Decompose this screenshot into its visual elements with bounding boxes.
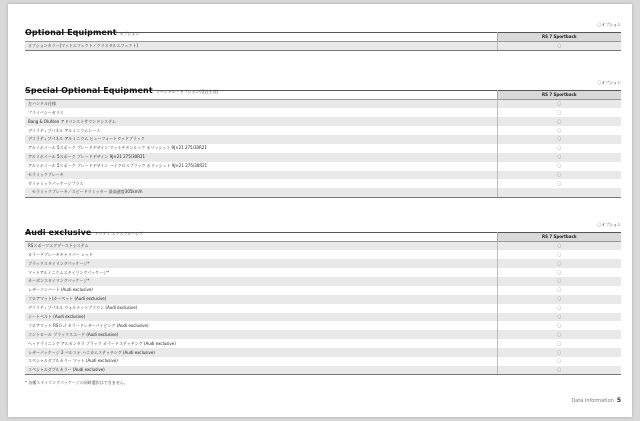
table-row	[25, 304, 621, 313]
table-row	[25, 339, 621, 348]
model-header: RS 7 Sportback	[497, 91, 621, 100]
option-availability: 〇	[497, 41, 621, 50]
table-row	[25, 286, 621, 295]
option-availability: 〇	[497, 117, 621, 126]
option-name: 左ハンドル仕様	[25, 99, 497, 108]
option-name: マットアルミニウムスタイリングパッケージ*	[25, 268, 497, 277]
option-name: RSスポーツエグゾーストシステム	[25, 241, 497, 250]
section-audi-exclusive	[25, 220, 621, 375]
legend-label: 〇オプション	[597, 22, 621, 27]
table-row	[25, 117, 621, 126]
option-name: プライバシーガラス	[25, 108, 497, 117]
table-row	[25, 241, 621, 250]
option-name: アルミホイール 5スポーク ブレードデザイン ハイグロスブラック ポリッシュト 9J×21 275/30R21	[25, 162, 497, 171]
document-page	[8, 4, 632, 417]
option-name: コントロール ブラックスエード (Audi exclusive)	[25, 330, 497, 339]
option-availability: 〇	[497, 366, 621, 375]
option-availability: 〇	[497, 162, 621, 171]
table-row	[25, 348, 621, 357]
option-name: スペシャルダブルカラー マット (Audi exclusive)	[25, 357, 497, 366]
section-subtitle: スペシャル・オプション(受注生産)	[155, 89, 219, 94]
table-row	[25, 277, 621, 286]
option-availability: 〇	[497, 241, 621, 250]
page-number: 5	[616, 397, 621, 404]
option-name: デコラティブパネル ウォルナットブラウン (Audi exclusive)	[25, 304, 497, 313]
table-row	[25, 144, 621, 153]
footnote: * 各種スタイリングパッケージの同時選択はできません。	[25, 380, 129, 385]
option-availability: 〇	[497, 153, 621, 162]
model-header: RS 7 Sportback	[497, 33, 621, 42]
option-availability: 〇	[497, 179, 621, 188]
footer-label: Data Information	[571, 398, 614, 404]
option-name: オプションカラー[マットエフェクト／クリスタルエフェクト]	[25, 41, 497, 50]
table-row	[25, 357, 621, 366]
table-row	[25, 126, 621, 135]
table-row	[25, 313, 621, 322]
option-availability: 〇	[497, 330, 621, 339]
table-row	[25, 259, 621, 268]
table-row	[25, 330, 621, 339]
options-table	[25, 232, 621, 375]
section-subtitle: オプション	[119, 31, 140, 36]
option-availability: 〇	[497, 144, 621, 153]
option-availability: 〇	[497, 295, 621, 304]
section-optional-equipment	[25, 20, 621, 51]
option-name: アルミホイール 5スポーク ブレードデザイン マットチタンルック ポリッシュト 9J×21 275/30R21	[25, 144, 497, 153]
section-title: Special Optional Equipment	[25, 86, 153, 95]
section-title: Optional Equipment	[25, 28, 117, 37]
option-availability: 〇	[497, 99, 621, 108]
table-row	[25, 171, 621, 180]
option-name: カーボンスタイリングパッケージ*	[25, 277, 497, 286]
option-availability: 〇	[497, 171, 621, 180]
option-name: ヘッドライニング アルカンタラ ブラック カラードステッチング (Audi exclusive)	[25, 339, 497, 348]
option-availability: 〇	[497, 126, 621, 135]
option-availability: 〇	[497, 321, 621, 330]
table-row	[25, 153, 621, 162]
option-name: デコラティブパネル アルミニウムレース	[25, 126, 497, 135]
table-row	[25, 41, 621, 50]
table-row	[25, 99, 621, 108]
option-name: フロアマット/カーペット (Audi exclusive)	[25, 295, 497, 304]
table-row	[25, 250, 621, 259]
option-name: ダイナミックパッケージプラス	[25, 179, 497, 188]
option-name: シートベルト (Audi exclusive)	[25, 313, 497, 322]
option-name: レザーコンバート (Audi exclusive)	[25, 286, 497, 295]
option-availability	[497, 188, 621, 197]
option-availability: 〇	[497, 259, 621, 268]
option-name: ブラックスタイリングパッケージ*	[25, 259, 497, 268]
section-subtitle: アウディ エクスクルーシブ	[94, 231, 144, 236]
option-availability: 〇	[497, 339, 621, 348]
table-row	[25, 162, 621, 171]
option-availability: 〇	[497, 268, 621, 277]
table-row	[25, 179, 621, 188]
legend-label: 〇オプション	[597, 80, 621, 85]
option-availability: 〇	[497, 108, 621, 117]
option-name: スペシャルダブルカラー (Audi exclusive)	[25, 366, 497, 375]
table-row	[25, 135, 621, 144]
option-name: セラミックブレーキ	[25, 171, 497, 180]
option-name: Bang & Olufsen アドバンストサウンドシステム	[25, 117, 497, 126]
option-availability: 〇	[497, 277, 621, 286]
table-row	[25, 366, 621, 375]
table-row	[25, 268, 621, 277]
section-title: Audi exclusive	[25, 228, 92, 237]
option-availability: 〇	[497, 348, 621, 357]
table-row	[25, 321, 621, 330]
option-availability: 〇	[497, 250, 621, 259]
legend-label: 〇オプション	[597, 222, 621, 227]
option-availability: 〇	[497, 286, 621, 295]
option-name: レザーパッケージ 2 バルコナ ハニカムステッチング (Audi exclusive)	[25, 348, 497, 357]
model-header: RS 7 Sportback	[497, 233, 621, 242]
page-footer	[571, 397, 621, 404]
option-availability: 〇	[497, 304, 621, 313]
option-availability: 〇	[497, 135, 621, 144]
table-row	[25, 188, 621, 197]
option-name: デコラティブパネル アルミニウム ヒューフォートウッドブラック	[25, 135, 497, 144]
options-table	[25, 90, 621, 198]
option-name: セラミックブレーキ／スピードリミッター 最高速度305km/h	[25, 188, 497, 197]
option-name: カラードブレーキキャリパー レッド	[25, 250, 497, 259]
option-name: フロアマット RSロゴ カラードレザーパイピング (Audi exclusive)	[25, 321, 497, 330]
table-row	[25, 295, 621, 304]
table-row	[25, 108, 621, 117]
section-special-optional-equipment	[25, 78, 621, 198]
option-availability: 〇	[497, 357, 621, 366]
option-availability: 〇	[497, 313, 621, 322]
option-name: アルミホイール 5スポーク ブレードデザイン 9J×21 275/30R21	[25, 153, 497, 162]
